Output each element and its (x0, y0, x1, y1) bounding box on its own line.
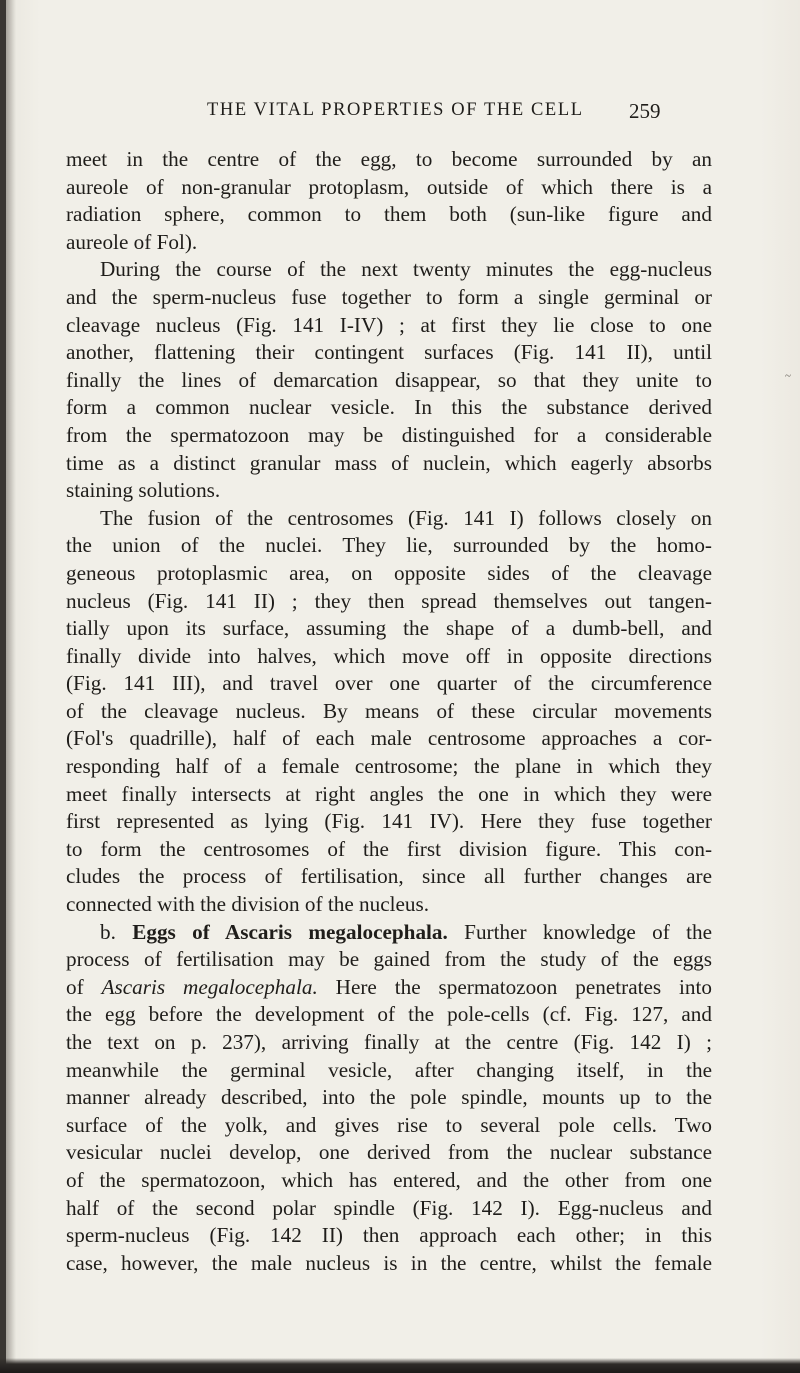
text-line: case, however, the male nucleus is in the centre, whilst the female (66, 1250, 712, 1275)
page-number: 259 (629, 99, 661, 123)
text-line: surface of the yolk, and gives rise to several pole cells. Two (66, 1112, 712, 1137)
margin-mark: ~ (785, 370, 791, 382)
text-line: process of fertilisation may be gained from the study of the eggs (66, 947, 712, 972)
running-header: THE VITAL PROPERTIES OF THE CELL (207, 100, 584, 120)
text-line: manner already described, into the pole spindle, mounts up to the (66, 1085, 712, 1110)
page-bottom-edge (0, 1358, 800, 1373)
text-line: another, flattening their contingent surfaces (Fig. 141 II), until (66, 340, 712, 365)
text-line: radiation sphere, common to them both (sun-like figure and (66, 202, 712, 227)
gutter-shadow (6, 0, 16, 1373)
species-name: Ascaris megalocephala. (101, 974, 318, 999)
text-line: sperm-nucleus (Fig. 142 II) then approach each other; in this (66, 1223, 712, 1248)
text-line: meet in the centre of the egg, to become surrounded by an (66, 147, 712, 171)
section-heading-continuation: Further knowledge of the (464, 919, 713, 944)
text-line: of the cleavage nucleus. By means of these circular movements (66, 698, 712, 723)
text-line: the union of the nuclei. They lie, surrounded by the homo- (66, 533, 712, 558)
text-line: nucleus (Fig. 141 II) ; they then spread themselves out tangen- (66, 588, 712, 613)
text-line: time as a distinct granular mass of nuclein, which eagerly absorbs (66, 450, 712, 475)
text-line: aureole of Fol). (66, 229, 198, 254)
section-label: b. (100, 919, 116, 944)
ascaris-post: Here the spermatozoon penetrates into (335, 974, 712, 999)
text-line: The fusion of the centrosomes (Fig. 141 I) follows closely on (100, 505, 712, 530)
text-line: (Fig. 141 III), and travel over one quarter of the circumference (66, 671, 712, 696)
ascaris-line (66, 974, 712, 1002)
text-line: the egg before the development of the pole-cells (cf. Fig. 127, and (66, 1002, 712, 1027)
text-line: During the course of the next twenty minutes the egg-nucleus (100, 257, 712, 282)
text-line: cludes the process of fertilisation, since all further changes are (66, 864, 712, 889)
text-line: meet finally intersects at right angles the one in which they were (66, 781, 712, 806)
text-line: geneous protoplasmic area, on opposite sides of the cleavage (66, 560, 712, 585)
text-line: cleavage nucleus (Fig. 141 I-IV) ; at first they lie close to one (66, 312, 712, 337)
text-line: form a common nuclear vesicle. In this the substance derived (66, 395, 712, 420)
text-line: staining solutions. (66, 478, 221, 503)
text-line: and the sperm-nucleus fuse together to form a single germinal or (66, 284, 712, 309)
text-line: aureole of non-granular protoplasm, outside of which there is a (66, 174, 712, 199)
text-line: finally the lines of demarcation disappear, so that they unite to (66, 367, 712, 392)
ascaris-pre: of (66, 974, 84, 999)
text-line: responding half of a female centrosome; the plane in which they (66, 754, 712, 779)
page-body (66, 146, 712, 1277)
text-line: half of the second polar spindle (Fig. 142 I). Egg-nucleus and (66, 1195, 712, 1220)
text-line: the text on p. 237), arriving finally at the centre (Fig. 142 I) ; (66, 1030, 712, 1054)
text-line: connected with the division of the nucleus. (66, 892, 430, 917)
text-line: tially upon its surface, assuming the shape of a dumb-bell, and (66, 616, 712, 641)
section-b-heading-line (66, 919, 712, 947)
text-line: first represented as lying (Fig. 141 IV). Here they fuse together (66, 809, 712, 834)
text-line: of the spermatozoon, which has entered, and the other from one (66, 1167, 712, 1192)
text-line: (Fol's quadrille), half of each male centrosome approaches a cor- (66, 726, 712, 751)
text-line: meanwhile the germinal vesicle, after changing itself, in the (66, 1057, 712, 1082)
section-heading: Eggs of Ascaris megalocephala. (132, 919, 448, 944)
text-line: finally divide into halves, which move off in opposite directions (66, 643, 712, 668)
text-line: from the spermatozoon may be distinguished for a considerable (66, 422, 712, 447)
text-line: to form the centrosomes of the first division figure. This con- (66, 836, 712, 861)
text-line: vesicular nuclei develop, one derived from the nuclear substance (66, 1140, 712, 1165)
